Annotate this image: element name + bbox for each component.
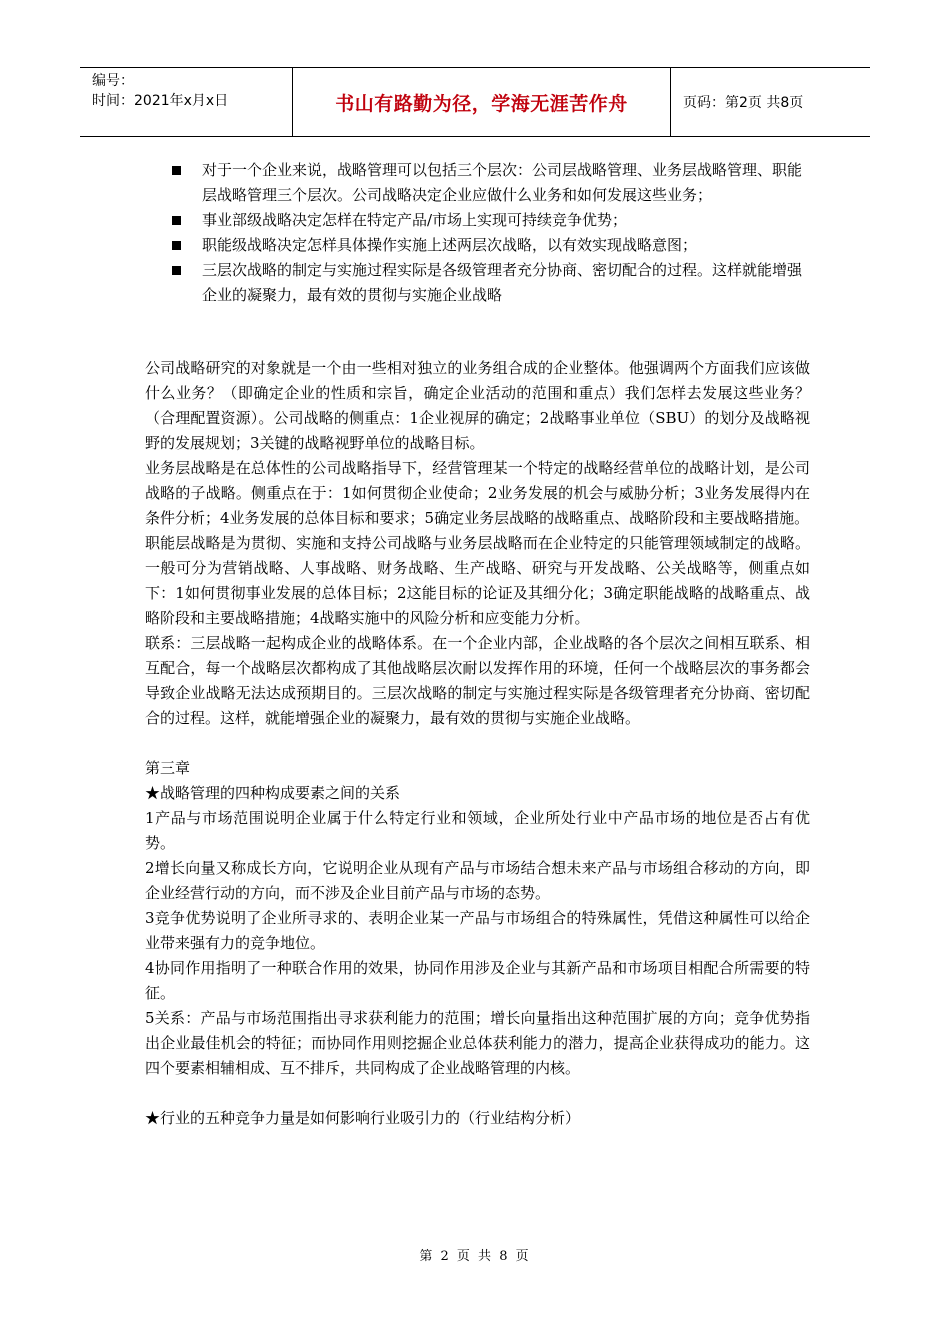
bullet-text: 对于一个企业来说，战略管理可以包括三个层次：公司层战略管理、业务层战略管理、职能层战略管理三个层次。公司战略决定企业应做什么业务和如何发展这些业务；	[202, 161, 803, 204]
bullet-text: 职能级战略决定怎样具体操作实施上述两层次战略，以有效实现战略意图；	[202, 236, 698, 254]
bullet-item	[172, 158, 812, 208]
section-heading: ★行业的五种竞争力量是如何影响行业吸引力的（行业结构分析）	[145, 1109, 581, 1127]
bullet-list	[172, 158, 812, 308]
square-bullet-icon	[172, 216, 181, 225]
chapter-heading: 第三章	[145, 759, 191, 777]
bullet-item	[172, 258, 812, 308]
header-page-label: 页码：第2页 共8页	[683, 95, 804, 111]
header-motto: 书山有路勤为径，学海无涯苦作舟	[293, 68, 671, 136]
header-info-cell	[80, 68, 293, 136]
list-item: 2增长向量又称成长方向，它说明企业从现有产品与市场结合想未来产品与市场组合移动的方向，即企业经营行动的方向，而不涉及企业目前产品与市场的态势。	[145, 859, 810, 902]
paragraph-relationship: 联系：三层战略一起构成企业的战略体系。在一个企业内部，企业战略的各个层次之间相互联系、相互配合，每一个战略层次都构成了其他战略层次耐以发挥作用的环境，任何一个战略层次的事务都会导致企业战略无法达成预期目的。三层次战略的制定与实施过程实际是各级管理者充分协商、密切配合的过程。这样，就能增强企业的凝聚力，最有效的贯彻与实施企业战略。	[145, 634, 810, 727]
header-number-label: 编号：	[92, 73, 134, 89]
page-footer: 第 2 页 共 8 页	[419, 1249, 531, 1264]
spacer	[145, 1081, 810, 1106]
header-date-label: 时间：2021年x月x日	[92, 93, 229, 109]
spacer	[145, 731, 810, 756]
paragraph-functional-strategy: 职能层战略是为贯彻、实施和支持公司战略与业务层战略而在企业特定的只能管理领域制定的战略。一般可分为营销战略、人事战略、财务战略、生产战略、研究与开发战略、公关战略等，侧重点如下：1如何贯彻事业发展的总体目标；2这能目标的论证及其细分化；3确定职能战略的战略重点、战略阶段和主要战略措施；4战略实施中的风险分析和应变能力分析。	[145, 534, 810, 627]
list-item: 4协同作用指明了一种联合作用的效果，协同作用涉及企业与其新产品和市场项目相配合所需要的特征。	[145, 959, 810, 1002]
body-text	[145, 356, 810, 1131]
bullet-item	[172, 233, 812, 258]
square-bullet-icon	[172, 166, 181, 175]
list-item: 3竞争优势说明了企业所寻求的、表明企业某一产品与市场组合的特殊属性，凭借这种属性可以给企业带来强有力的竞争地位。	[145, 909, 810, 952]
bullet-item	[172, 208, 812, 233]
bullet-text: 事业部级战略决定怎样在特定产品/市场上实现可持续竞争优势；	[202, 211, 628, 229]
paragraph-corporate-strategy: 公司战略研究的对象就是一个由一些相对独立的业务组合成的企业整体。他强调两个方面我们应该做什么业务？（即确定企业的性质和宗旨，确定企业活动的范围和重点）我们怎样去发展这些业务？（合理配置资源）。公司战略的侧重点：1企业视屏的确定；2战略事业单位（SBU）的划分及战略视野的发展规划；3关键的战略视野单位的战略目标。	[145, 359, 810, 452]
bullet-text: 三层次战略的制定与实施过程实际是各级管理者充分协商、密切配合的过程。这样就能增强企业的凝聚力，最有效的贯彻与实施企业战略	[202, 261, 803, 304]
square-bullet-icon	[172, 241, 181, 250]
section-heading: ★战略管理的四种构成要素之间的关系	[145, 784, 401, 802]
paragraph-business-strategy: 业务层战略是在总体性的公司战略指导下，经营管理某一个特定的战略经营单位的战略计划，是公司战略的子战略。侧重点在于：1如何贯彻企业使命；2业务发展的机会与威胁分析；3业务发展得内在条件分析；4业务发展的总体目标和要求；5确定业务层战略的战略重点、战略阶段和主要战略措施。	[145, 459, 810, 527]
list-item: 1产品与市场范围说明企业属于什么特定行业和领域，企业所处行业中产品市场的地位是否占有优势。	[145, 809, 810, 852]
square-bullet-icon	[172, 266, 181, 275]
page-header	[80, 67, 870, 137]
list-item: 5关系：产品与市场范围指出寻求获利能力的范围；增长向量指出这种范围扩展的方向；竞争优势指出企业最佳机会的特征；而协同作用则挖掘企业总体获利能力的潜力，提高企业获得成功的能力。这四个要素相辅相成、互不排斥，共同构成了企业战略管理的内核。	[145, 1009, 810, 1077]
